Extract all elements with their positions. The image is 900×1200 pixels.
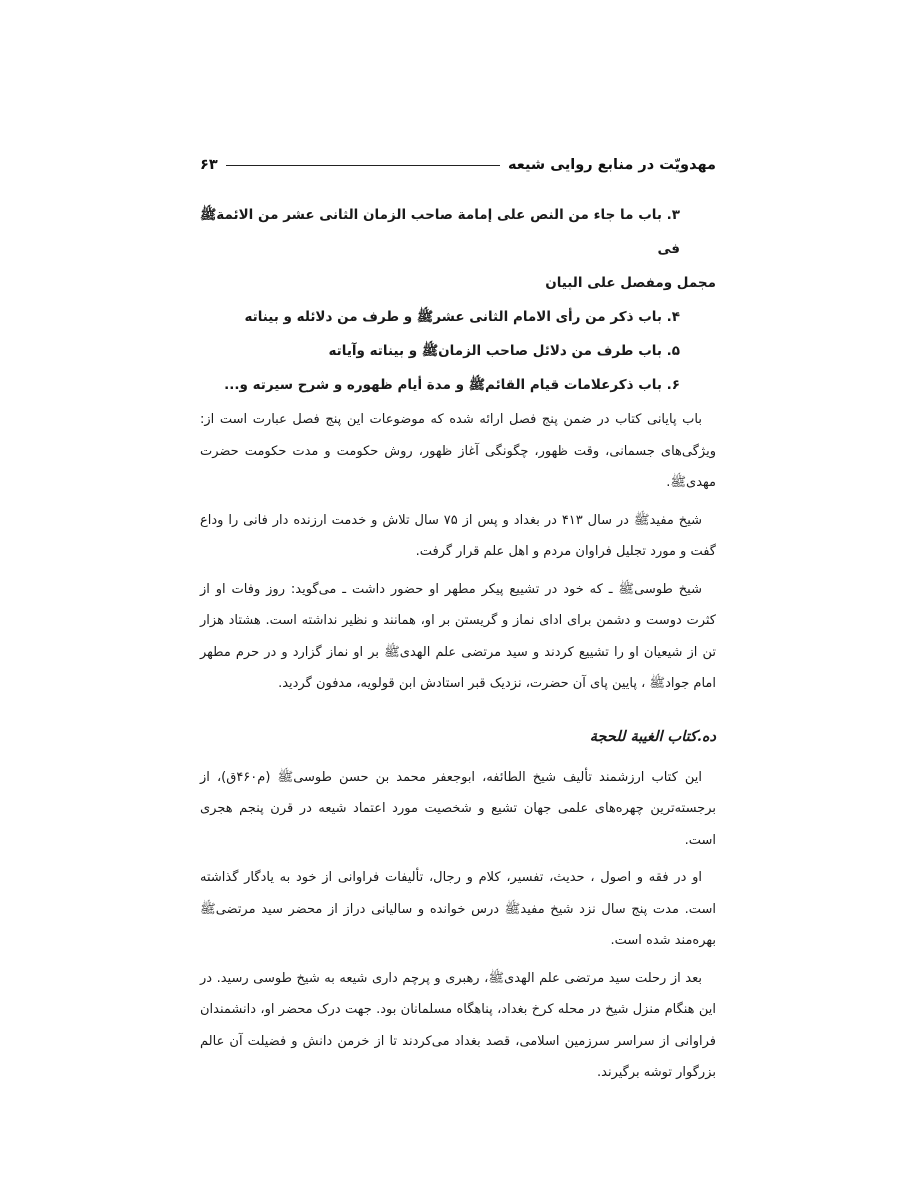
- list-item-text: ۵. باب طرف من دلائل صاحب الزمانﷺ و بیناته وآیاته: [328, 343, 680, 359]
- list-item-text: ۶. باب ذکرعلامات قیام القائمﷺ و مدة أیام ظهوره و شرح سیرته و...: [224, 377, 680, 393]
- list-item-continuation: [200, 266, 716, 300]
- paragraph: بعد از رحلت سید مرتضی علم الهدیﷺ، رهبری و پرچم داری شیعه به شیخ طوسی رسید. در این هنگام منزل شیخ در محله کرخ بغداد، پناهگاه مسلمانان بود. جهت درک محضر او، دانشمندان فراوانی از سراسر سرزمین اسلامی، قصد بغداد می‌کردند تا از خرمن دانش و فضیلت آن عالم بزرگوار توشه برگیرند.: [200, 970, 716, 1080]
- page-content: [200, 198, 716, 1089]
- paragraph: شیخ مفیدﷺ در سال ۴۱۳ در بغداد و پس از ۷۵ سال تلاش و خدمت ارزنده دار فانی را وداع گفت و مورد تجلیل فراوان مردم و اهل علم قرار گرفت.: [200, 512, 716, 559]
- list-item: [200, 300, 716, 334]
- paragraph: این کتاب ارزشمند تألیف شیخ الطائفه، ابوجعفر محمد بن حسن طوسیﷺ (م۴۶۰ق)، از برجسته‌ترین چهره‌های علمی جهان تشیع و شخصیت مورد اعتماد شیعه در قرن پنجم هجری است.: [200, 769, 716, 848]
- header-rule: [226, 165, 500, 166]
- section-heading: ده.کتاب الغیبة للحجة: [589, 727, 716, 745]
- paragraph: باب پایانی کتاب در ضمن پنج فصل ارائه شده که موضوعات این پنج فصل عبارت است از: ویژگی‌های جسمانی، وقت ظهور، چگونگی آغاز ظهور، روش حکومت و مدت حکومت حضرت مهدیﷺ.: [200, 412, 716, 490]
- page-number: ۶۳: [200, 157, 218, 173]
- list-item: [200, 198, 716, 266]
- running-title: مهدویّت در منابع روایی شیعه: [507, 157, 716, 173]
- list-item-text: مجمل ومفصل علی البیان: [545, 275, 716, 291]
- running-header: [200, 152, 716, 178]
- list-item-text: ۳. باب ما جاء من النص علی إمامة صاحب الزمان الثانی عشر من الائمةﷺ فی: [200, 207, 680, 257]
- list-item: [200, 334, 716, 368]
- list-item: [200, 368, 716, 402]
- list-item-text: ۴. باب ذکر من رأی الامام الثانی عشرﷺ و طرف من دلائله و بیناته: [244, 309, 680, 325]
- paragraph: او در فقه و اصول ، حدیث، تفسیر، کلام و رجال، تألیفات فراوانی از خود به یادگار گذاشته است. مدت پنج سال نزد شیخ مفیدﷺ درس خوانده و سالیانی دراز از محضر سید مرتضیﷺ بهره‌مند شده است.: [200, 870, 716, 948]
- paragraph: شیخ طوسیﷺ ـ که خود در تشییع پیکر مطهر او حضور داشت ـ می‌گوید: روز وفات او از کثرت دوست و دشمن برای ادای نماز و گریستن بر او، همانند و نظیر نداشته است. هشتاد هزار تن از شیعیان او را تشییع کردند و سید مرتضی علم الهدیﷺ بر او نماز گزارد و در حرم مطهر امام جوادﷺ ، پایین پای آن حضرت، نزدیک قبر استادش ابن قولویه، مدفون گردید.: [200, 581, 716, 691]
